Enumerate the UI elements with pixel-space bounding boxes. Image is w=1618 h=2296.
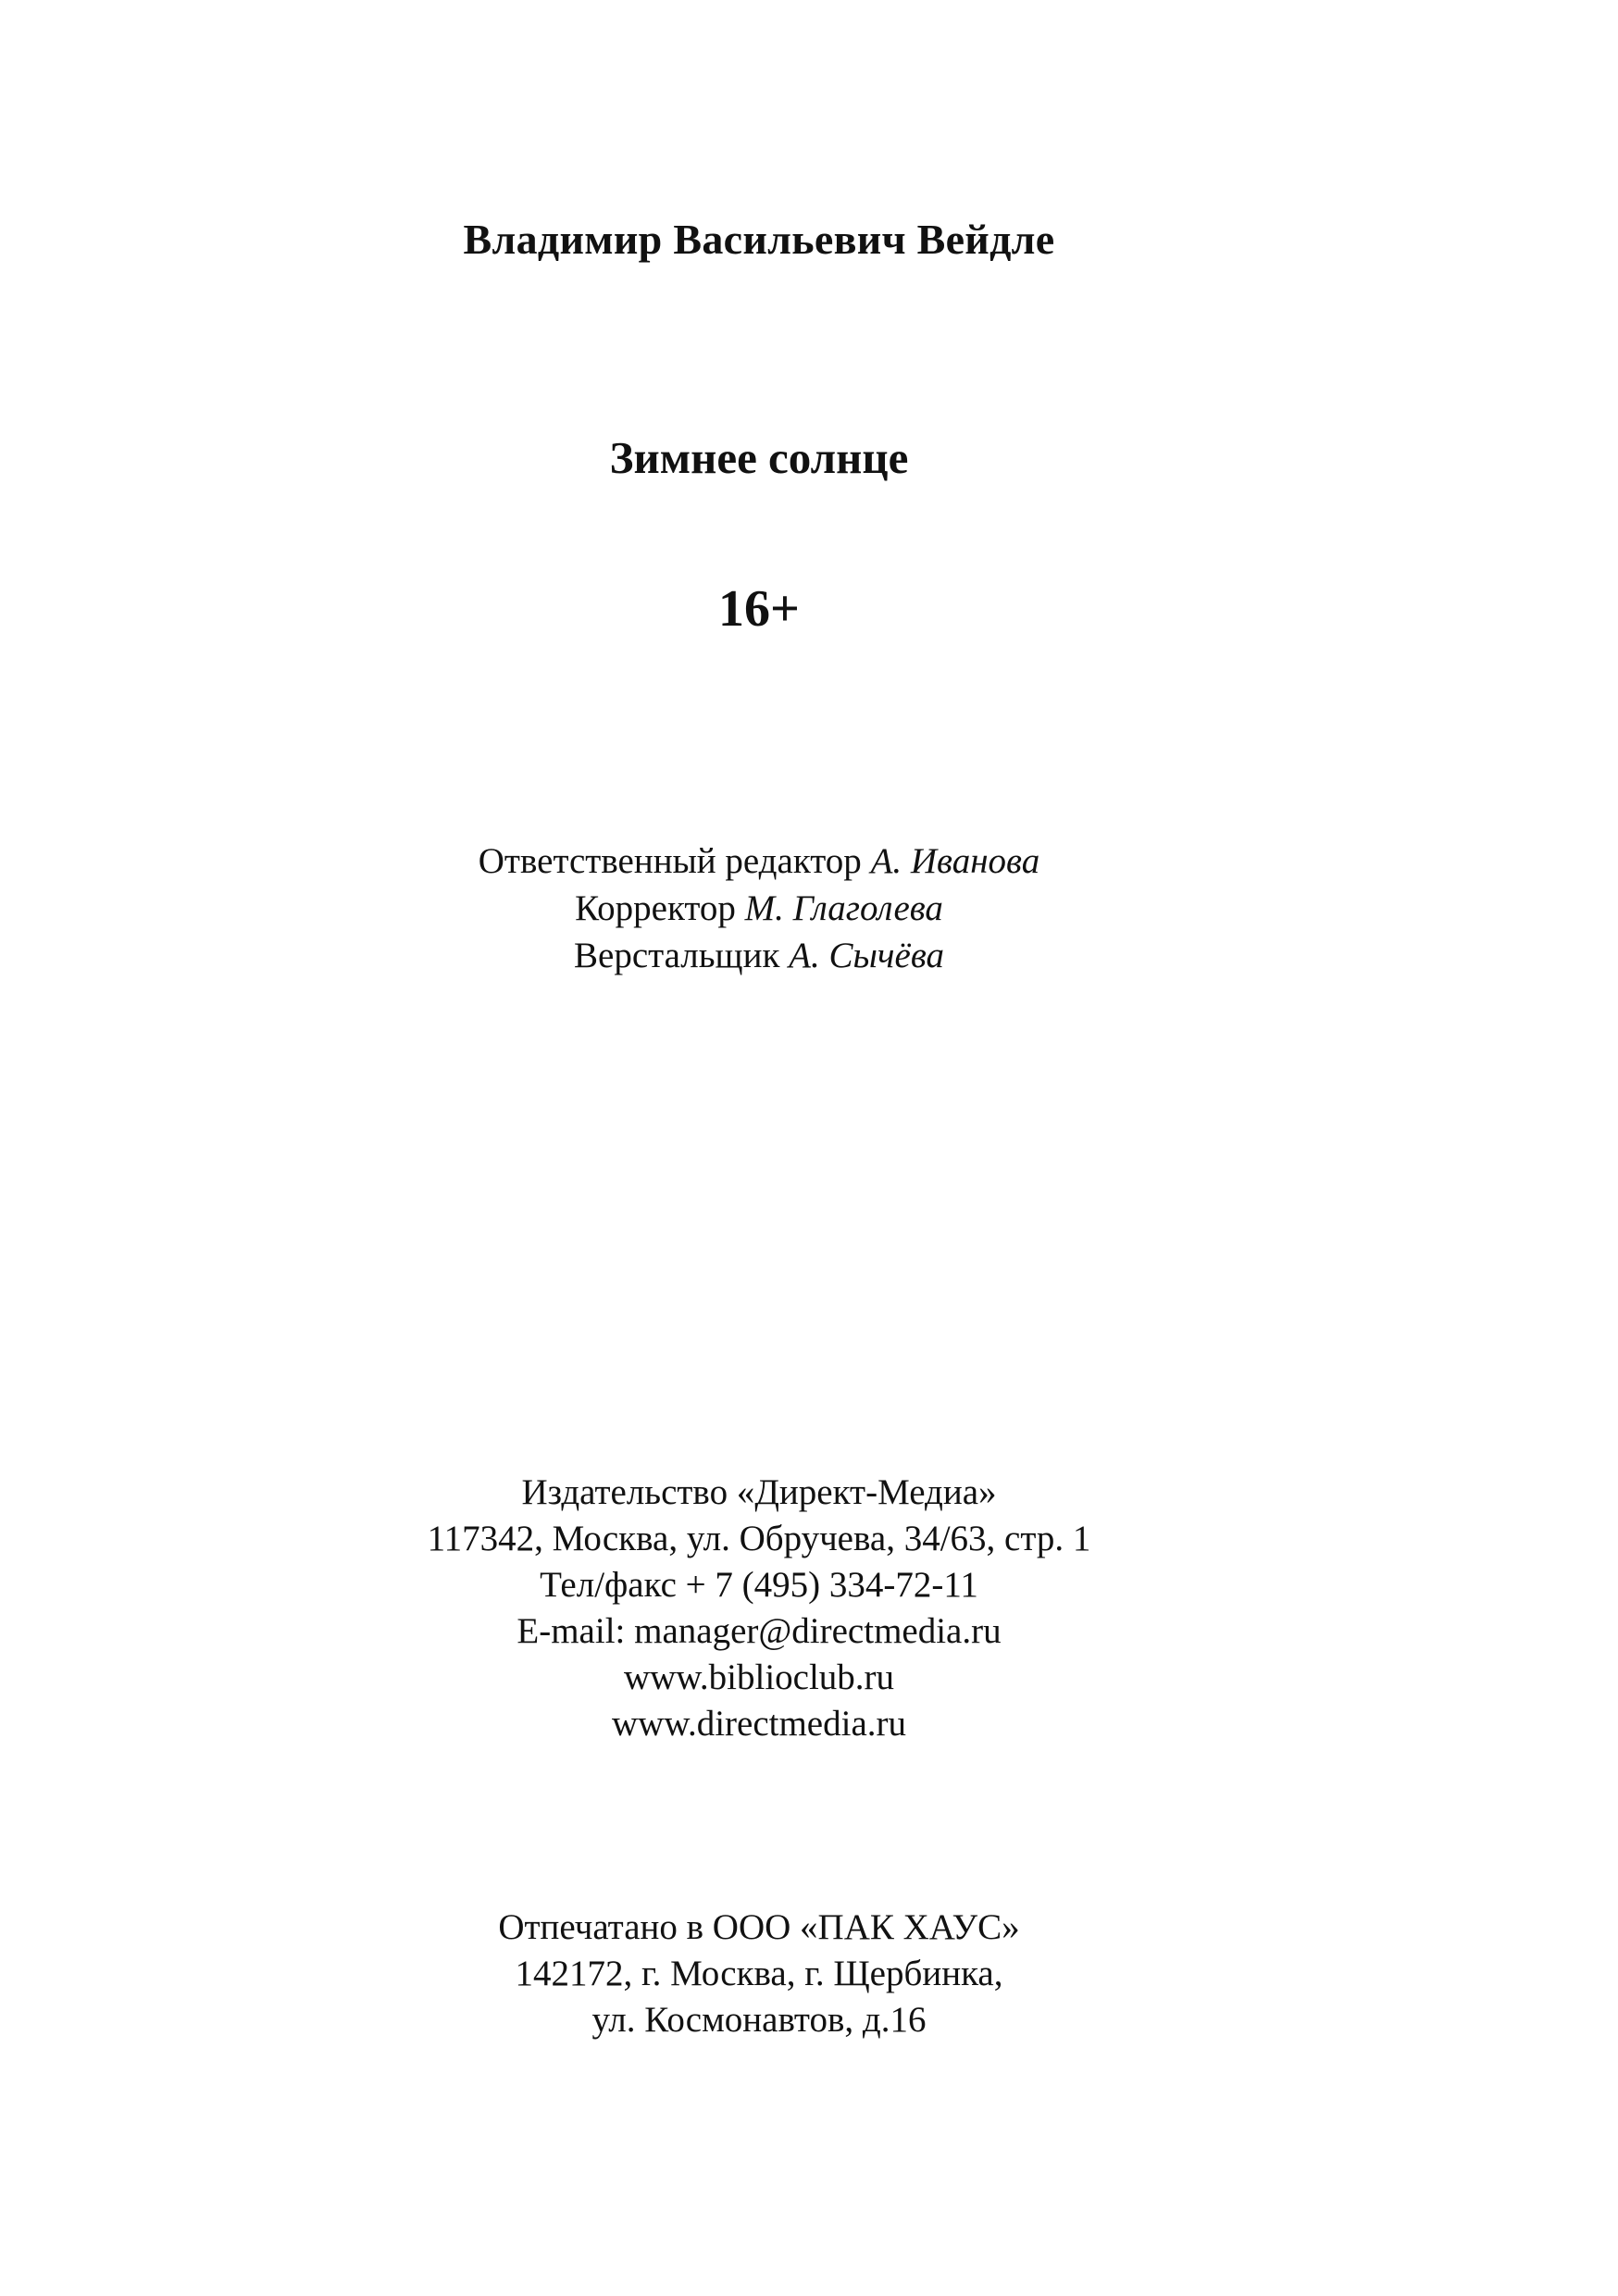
credit-role: Верстальщик bbox=[574, 936, 780, 975]
credit-name: М. Глаголева bbox=[744, 888, 943, 928]
credit-role: Корректор bbox=[575, 888, 736, 928]
credit-proofreader bbox=[0, 885, 1518, 932]
publisher-site-directmedia: www.directmedia.ru bbox=[611, 1704, 907, 1744]
credit-layout bbox=[0, 932, 1518, 979]
printer-line-3: ул. Космонавтов, д.16 bbox=[591, 2000, 927, 2040]
book-author: Владимир Васильевич Вейдле bbox=[463, 216, 1055, 263]
credit-name: А. Иванова bbox=[870, 841, 1040, 881]
book-title: Зимнее солнце bbox=[609, 432, 909, 483]
printer-line-1: Отпечатано в ООО «ПАК ХАУС» bbox=[498, 1907, 1020, 1947]
publisher-phone: Тел/факс + 7 (495) 334-72-11 bbox=[540, 1565, 978, 1605]
printer-block bbox=[0, 1905, 1518, 2043]
credit-name: А. Сычёва bbox=[789, 936, 944, 975]
printer-line-2: 142172, г. Москва, г. Щербинка, bbox=[515, 1954, 1003, 1993]
credit-editor bbox=[0, 838, 1518, 885]
publisher-address: 117342, Москва, ул. Обручева, 34/63, стр. 1 bbox=[427, 1519, 1091, 1558]
publisher-block bbox=[0, 1470, 1518, 1747]
publisher-site-biblioclub: www.biblioclub.ru bbox=[623, 1657, 895, 1697]
age-rating: 16+ bbox=[718, 580, 800, 638]
credits-block bbox=[0, 838, 1518, 979]
publisher-name: Издательство «Директ-Медиа» bbox=[521, 1472, 997, 1512]
credit-role: Ответственный редактор bbox=[478, 841, 862, 881]
publisher-email: E-mail: manager@directmedia.ru bbox=[517, 1611, 1002, 1651]
